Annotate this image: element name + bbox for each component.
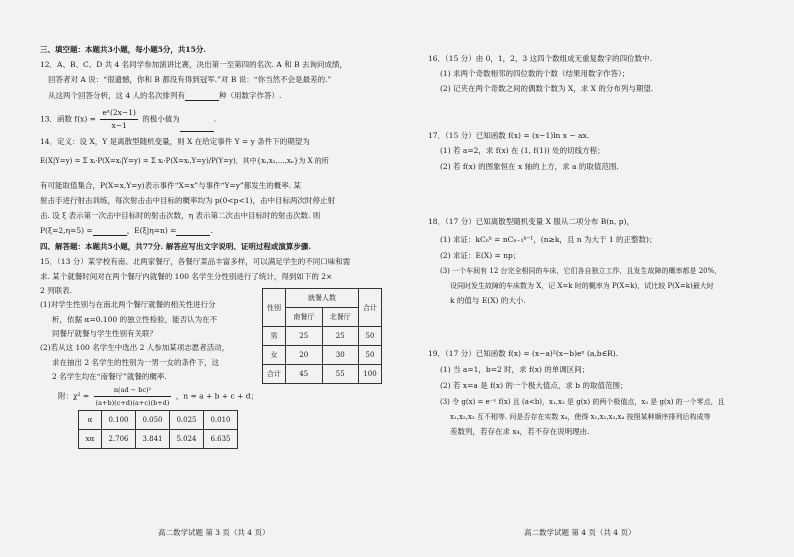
q15-part2-line2: 求在抽出 2 名学生的性别为一男一女的条件下，这 [52,358,220,367]
q18-line1: 18．（17 分）已知离散型随机变量 X 服从二项分布 B(n, p)， [428,217,634,226]
q19-line5: x₁,x₂,x₃ 互不相等. 问是否存在实数 x₄，使得 x₁,x₂,x₃,x₄ 按照某种顺序排列后构成等 [450,413,711,421]
q15-part2-line1: (2)若从这 100 名学生中选出 2 人参加某项志愿者活动， [40,343,230,352]
q17-line2: (1) 若 a=2，求 f(x) 在 (1, f(1)) 处的切线方程； [440,146,605,155]
q15-line1: 15．（13 分）某学校有南、北两家餐厅，各餐厅菜品丰富多样，可以满足学生的不同口味和需 [40,257,351,266]
q19-line1: 19．（17 分）已知函数 f(x) = (x−a)²(x−b)eˣ (a,b∈R). [428,349,619,358]
q19-line3: (2) 若 x=a 是 f(x) 的一个极大值点，求 b 的取值范围； [440,381,628,390]
q18-line6: k 的值与 E(X) 的大小. [450,296,526,305]
page-4-footer: 高二数学试题 第 4 页（共 4 页） [524,528,636,537]
q12-line2: 回答者对 A 说：“很遗憾，你和 B 都没有得到冠军.”对 B 说：“你当然不会是最差的.” [48,75,332,84]
contingency-table [262,288,382,384]
q15-line2: 求. 某个就餐时间对在两个餐厅内就餐的 100 名学生分性别进行了统计，得到如下的 2× [40,272,333,281]
q18-line2: (1) 求证：kCₙᵏ = nCₙ₋₁ᵏ⁻¹，(n≥k，且 n 为大于 1 的正整数)； [440,235,657,244]
table-row: 女 20 30 50 [263,346,382,365]
q19-line2: (1) 当 a=1，b=2 时，求 f(x) 的单调区间； [440,365,590,374]
q15-part1-line2: 析，依据 α=0.100 的独立性检验，能否认为在不 [52,315,218,324]
table-row: xα 2.706 3.841 5.024 6.635 [79,430,238,449]
q16-line3: (2) 记夹在两个奇数之间的偶数个数为 X，求 X 的分布列与期望. [440,84,654,93]
table-row: 男 25 25 50 [263,327,382,346]
q12-line1: 12．A、B、C、D 共 4 名同学参加演讲比赛，决出第一至第四的名次. A 和 B 去询问成绩， [40,60,347,69]
q14-line3: 有可能取值集合，P(X=x,Y=y)表示事件“X=x”与事件“Y=y”都发生的概率. 某 [40,181,302,190]
q12-line3: 从这两个回答分析，这 4 人的名次排列有 种（用数字作答）. [48,91,282,100]
q19-line4: (3) 令 g(x) = e⁻ˣ f(x) 且 (a<b)，x₁,x₂ 是 g(x) 的两个极值点，x₃ 是 g(x) 的一个零点，且 [440,398,725,406]
table-row: α 0.100 0.050 0.025 0.010 [79,411,238,430]
q19-line6: 差数列，若存在求 x₄，若不存在说明理由. [450,427,590,436]
table-header-row: 南餐厅 北餐厅 [263,308,382,327]
section-4-heading: 四、解答题：本题共5小题，共77分. 解答应写出文字说明、证明过程或演算步骤. [40,242,311,251]
table-header-row: 性别 就餐人数 合计 [263,289,382,308]
q15-part1-line1: (1)对学生性别与在南北两个餐厅就餐的相关性进行分 [40,300,216,309]
q14-line6: P(ξ=2,η=5) = ，E(ξ|η=n) = . [40,226,213,235]
section-3-heading: 三、填空题：本题共3小题，每小题5分，共15分. [40,45,206,54]
q18-line4: (3) 一个车间有 12 台完全相同的车床，它们各自独立工作，且发生故障的概率都是 20%， [440,267,722,275]
q14-line4: 射击手进行射击训练，每次射击击中目标的概率均为 p(0<p<1)，击中目标两次时停止射 [40,196,335,205]
q14-line5: 击. 设 ξ 表示第一次击中目标时的射击次数，η 表示第二次击中目标时的射击次数. 则 [40,211,321,220]
q17-line1: 17．（15 分）已知函数 f(x) = (x−1)ln x − ax. [428,131,590,140]
chi-square-table [78,410,238,449]
q13-fraction: $\frac{\text{eˣ(2x−1)}}{x-1}$ [102,108,136,130]
q16-line1: 16．（15 分）由 0，1，2，3 这四个数组成无重复数字的四位数中. [428,54,652,63]
q18-line5: 设同时发生故障的车床数为 X，记 X=k 时的概率为 P(X=k)，试比较 P(X=k)最大时 [450,282,714,290]
q14-line1: 14．定义：设 X，Y 是离散型随机变量，则 X 在给定事件 Y = y 条件下的期望为 [40,137,310,146]
q18-line3: (2) 求证：E(X) = np； [440,251,521,260]
q15-part2-line3: 2 名学生均在“南餐厅”就餐的概率. [52,372,167,381]
q17-line3: (2) 若 f(x) 的图象恒在 x 轴的上方，求 a 的取值范围. [440,162,619,171]
q13: 13．函数 f(x) = $\frac{\text{eˣ(2x−1)}}{x-1}$ 的极小值为 . [40,108,217,130]
q14-line2: E(X|Y=y) = Σ xᵢ·P(X=xᵢ|Y=y) = Σ xᵢ·P(X=xᵢ,Y=y)/P(Y=y)，其中{xᵢ,x₂,…,xₙ}为 X 的所 [40,157,329,165]
page-3-footer: 高二数学试题 第 3 页（共 4 页） [158,528,270,537]
q16-line2: (1) 求两个奇数相邻的四位数的个数（结果用数字作答）； [440,69,630,78]
table-row: 合计 45 55 100 [263,365,382,384]
q15-part1-line3: 同餐厅就餐与学生性别有关联？ [52,329,157,338]
chi-square-formula: 附：χ² = $\frac{\text{n(ad − bc)²}}{(a+b)(c+d)(a+c)(b+d)}$ ，n = a + b + c + d； [58,386,259,407]
q15-line3: 2 列联表. [40,286,73,295]
